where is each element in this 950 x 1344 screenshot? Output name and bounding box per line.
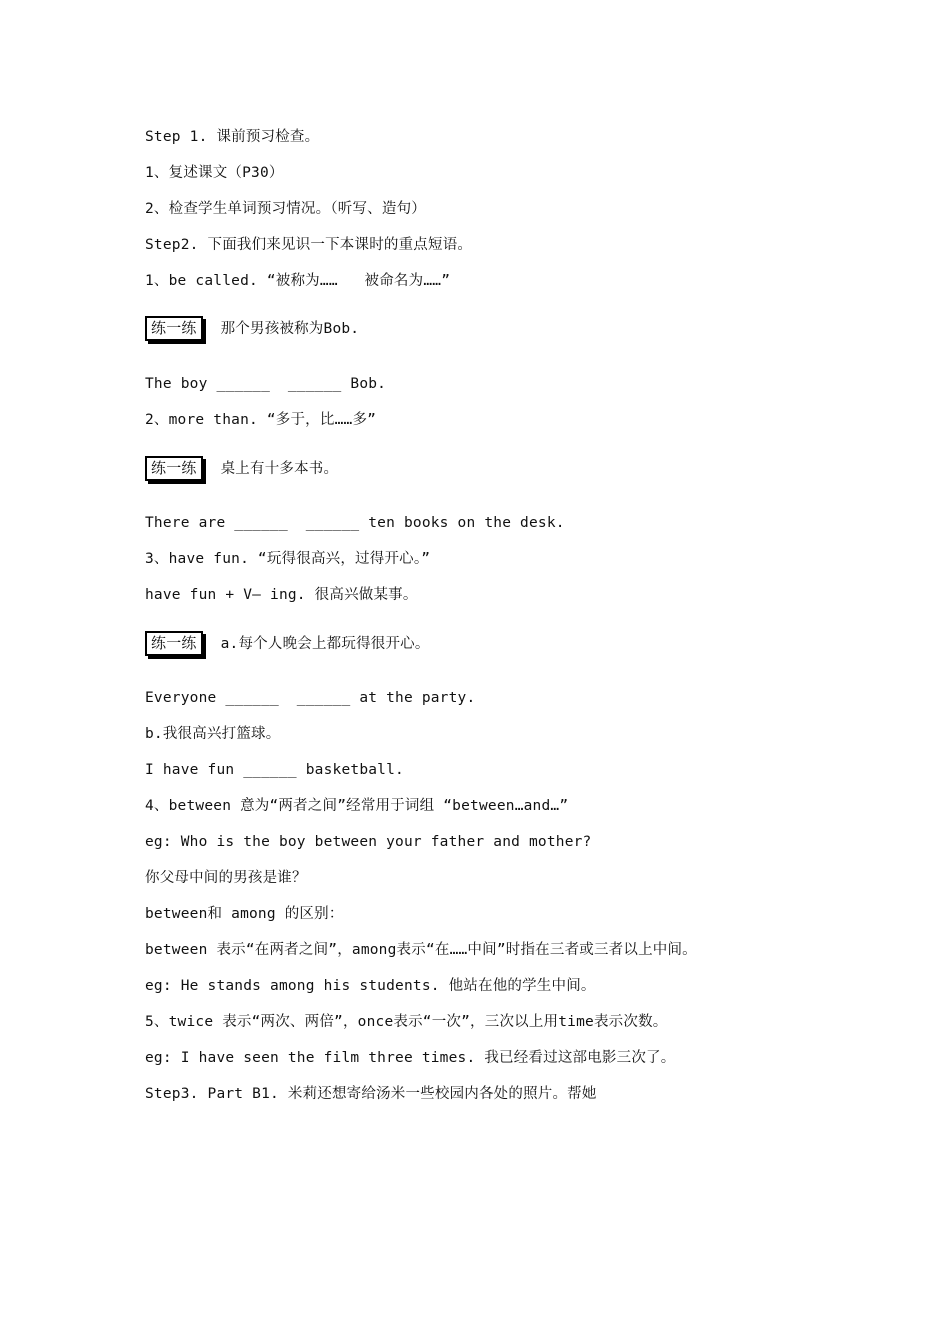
step1-heading: Step 1. 课前预习检查。 [145, 129, 320, 145]
practice-text: 桌上有十多本书。 [220, 460, 339, 477]
practice-3 [145, 631, 430, 656]
step3-heading: Step3. Part B1. 米莉还想寄给汤米一些校园内各处的照片。帮她 [145, 1086, 597, 1102]
practice-badge: 练一练 [145, 631, 203, 656]
practice-text: a.每个人晚会上都玩得很开心。 [220, 635, 430, 652]
phrase-between: 4、between 意为“两者之间”经常用于词组 “between…and…” [145, 798, 569, 814]
phrase-have-fun: 3、have fun. “玩得很高兴，过得开心。” [145, 551, 431, 567]
exercise-3: Everyone ______ ______ at the party. [145, 690, 476, 706]
practice-2 [145, 456, 338, 481]
practice-badge: 练一练 [145, 316, 203, 341]
difference-explanation: between 表示“在两者之间”，among表示“在……中间”时指在三者或三者以上中间。 [145, 942, 697, 958]
practice-badge: 练一练 [145, 456, 203, 481]
example-1: eg: Who is the boy between your father and mother? [145, 834, 592, 850]
item-retell: 1、复述课文（P30） [145, 165, 284, 181]
phrase-be-called: 1、be called. “被称为…… 被命名为……” [145, 273, 451, 289]
practice-1 [145, 316, 359, 341]
difference-heading: between和 among 的区别： [145, 906, 344, 922]
exercise-2: There are ______ ______ ten books on the desk. [145, 515, 565, 531]
phrase-twice: 5、twice 表示“两次、两倍”，once表示“一次”，三次以上用time表示次数。 [145, 1014, 668, 1030]
translation-1: 你父母中间的男孩是谁？ [145, 870, 307, 886]
practice-b: b.我很高兴打篮球。 [145, 726, 281, 742]
practice-text: 那个男孩被称为Bob. [220, 320, 360, 337]
example-2: eg: He stands among his students. 他站在他的学生中间。 [145, 978, 596, 994]
phrase-have-fun-ing: have fun + V— ing. 很高兴做某事。 [145, 587, 418, 603]
example-3: eg: I have seen the film three times. 我已经看过这部电影三次了。 [145, 1050, 676, 1066]
item-vocab-check: 2、检查学生单词预习情况。（听写、造句） [145, 201, 426, 217]
phrase-more-than: 2、more than. “多于，比……多” [145, 412, 377, 428]
step2-heading: Step2. 下面我们来见识一下本课时的重点短语。 [145, 237, 473, 253]
exercise-4: I have fun ______ basketball. [145, 762, 404, 778]
exercise-1: The boy ______ ______ Bob. [145, 376, 387, 392]
